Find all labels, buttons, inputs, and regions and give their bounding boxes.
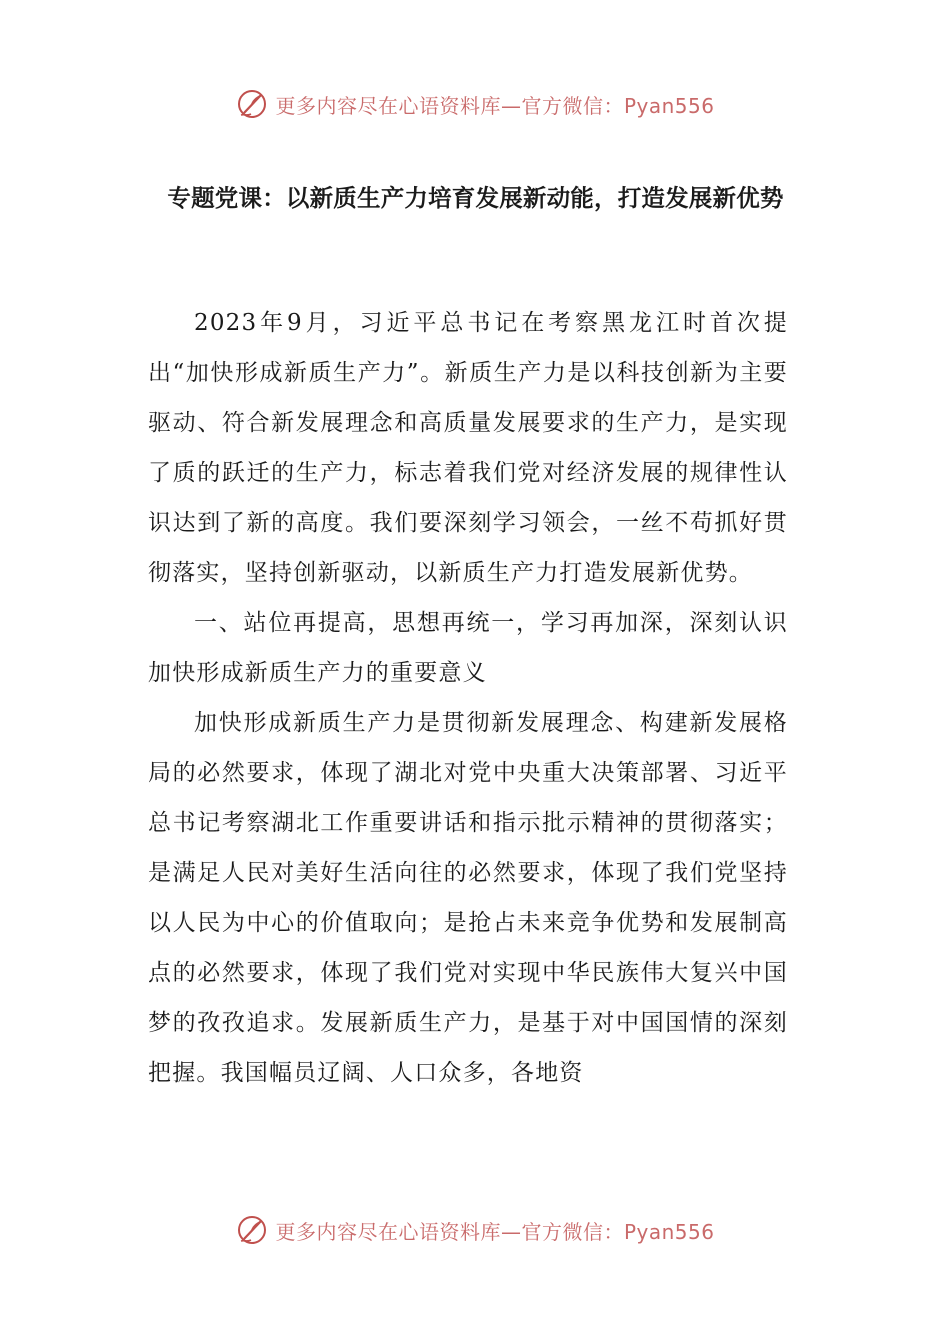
- header-watermark: [0, 84, 950, 124]
- paragraph-intro: 2023年9月，习近平总书记在考察黑龙江时首次提出“加快形成新质生产力”。新质生产力是以科技创新为主要驱动、符合新发展理念和高质量发展要求的生产力，是实现了质的跃迁的生产力，标志着我们党对经济发展的规律性认识达到了新的高度。我们要深刻学习领会，一丝不苟抓好贯彻落实，坚持创新驱动，以新质生产力打造发展新优势。: [148, 310, 788, 586]
- quill-seal-logo-icon: [235, 87, 269, 121]
- document-body: [148, 298, 788, 1098]
- document-title: 专题党课：以新质生产力培育发展新动能，打造发展新优势: [167, 184, 784, 212]
- paragraph-section-1: 加快形成新质生产力是贯彻新发展理念、构建新发展格局的必然要求，体现了湖北对党中央重大决策部署、习近平总书记考察湖北工作重要讲话和指示批示精神的贯彻落实；是满足人民对美好生活向往的必然要求，体现了我们党坚持以人民为中心的价值取向；是抢占未来竞争优势和发展制高点的必然要求，体现了我们党对实现中华民族伟大复兴中国梦的孜孜追求。发展新质生产力，是基于对中国国情的深刻把握。我国幅员辽阔、人口众多，各地资: [148, 710, 788, 1086]
- quill-seal-logo-icon: [235, 1213, 269, 1247]
- watermark-text: 更多内容尽在心语资料库—官方微信：Pyan556: [275, 1219, 715, 1244]
- footer-watermark: [0, 1210, 950, 1250]
- section-heading-1: 一、站位再提高，思想再统一，学习再加深，深刻认识加快形成新质生产力的重要意义: [148, 610, 788, 686]
- watermark-text: 更多内容尽在心语资料库—官方微信：Pyan556: [275, 93, 715, 118]
